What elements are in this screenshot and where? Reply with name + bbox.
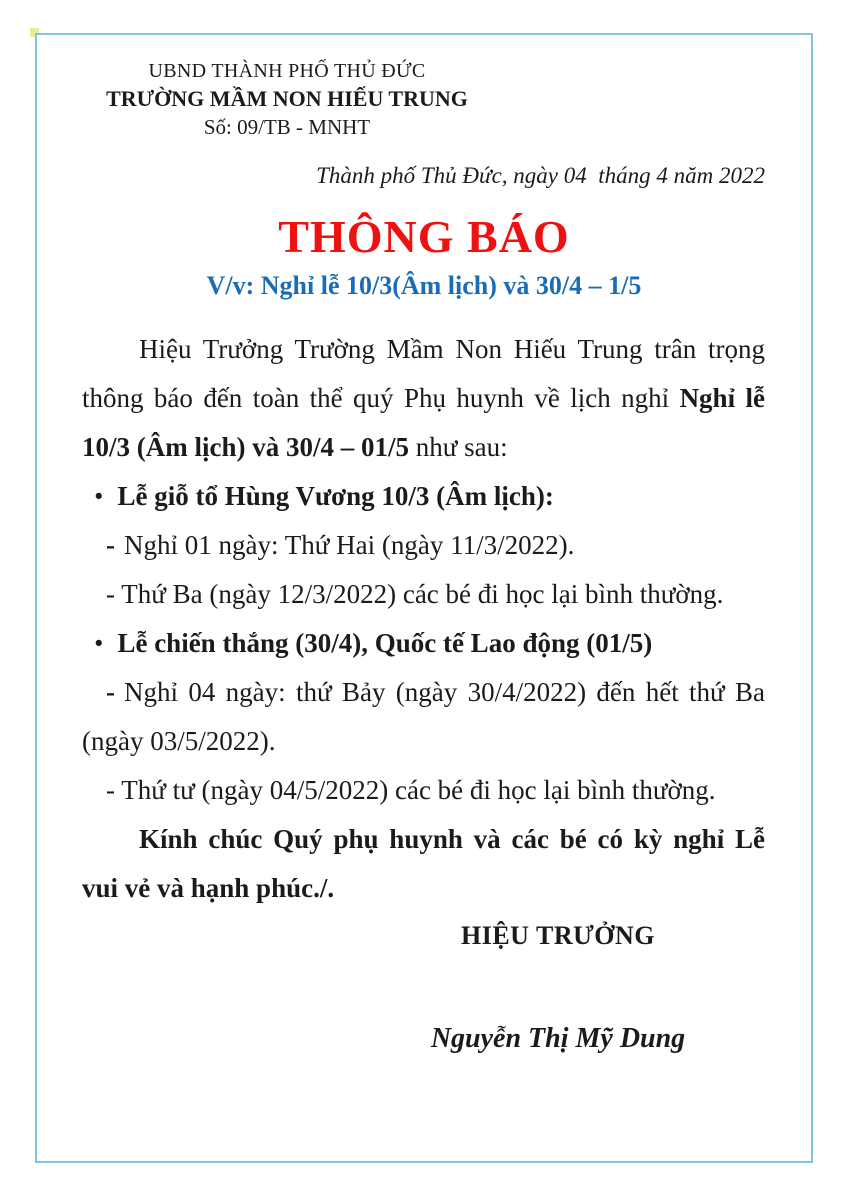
notice-body [82,325,765,913]
intro-line-3-text: như sau: [415,432,508,462]
dash-marker: - [106,530,115,560]
bullet-icon: • [94,483,103,509]
intro-line-2 [82,374,765,423]
holiday2-heading: Lễ chiến thắng (30/4), Quốc tế Lao động (01/5) [117,628,653,658]
holiday1-item-2: - Thứ Ba (ngày 12/3/2022) các bé đi học lại bình thường. [106,579,724,609]
holiday1-heading-line [82,472,765,521]
holiday2-item-1 [82,668,765,717]
holiday2-heading-line [82,619,765,668]
closing-line-1: Kính chúc Quý phụ huynh và các bé có kỳ nghỉ Lễ [139,824,765,854]
letterhead [87,57,487,141]
place-date-line: Thành phố Thủ Đức, ngày 04 tháng 4 năm 2022 [316,163,765,188]
holiday1-heading: Lễ giỗ tổ Hùng Vương 10/3 (Âm lịch): [117,481,554,511]
document-number: Số: 09/TB - MNHT [203,115,371,139]
intro-line-2-text: thông báo đến toàn thể quý Phụ huynh về lịch nghỉ [82,383,670,413]
intro-line-1: Hiệu Trưởng Trường Mầm Non Hiếu Trung trân trọng [139,334,765,364]
page-title: THÔNG BÁO [278,211,570,262]
holiday1-item-1-text: Nghỉ 01 ngày: Thứ Hai (ngày 11/3/2022). [124,530,575,560]
intro-line-3-bold: 10/3 (Âm lịch) và 30/4 – 01/5 [82,432,409,462]
bullet-icon: • [94,630,103,656]
signer-name: Nguyễn Thị Mỹ Dung [430,1023,686,1054]
holiday2-item-1-continued: (ngày 03/5/2022). [82,726,276,756]
issuing-authority: UBND THÀNH PHỐ THỦ ĐỨC [148,60,426,82]
school-name: TRƯỜNG MẦM NON HIẾU TRUNG [106,86,468,111]
intro-line-2-bold: Nghỉ lễ [679,383,765,413]
closing-line-2: vui vẻ và hạnh phúc./. [82,873,335,903]
holiday2-item-1-text: Nghỉ 04 ngày: thứ Bảy (ngày 30/4/2022) đến hết thứ Ba [124,677,765,707]
signer-role: HIỆU TRƯỞNG [460,921,656,950]
intro-line-3 [82,423,765,472]
subject-line: V/v: Nghỉ lễ 10/3(Âm lịch) và 30/4 – 1/5 [206,271,642,300]
holiday1-item-1 [82,521,765,570]
page-border-frame [35,33,813,1163]
holiday2-item-2: - Thứ tư (ngày 04/5/2022) các bé đi học lại bình thường. [106,775,716,805]
dash-marker: - [106,677,115,707]
